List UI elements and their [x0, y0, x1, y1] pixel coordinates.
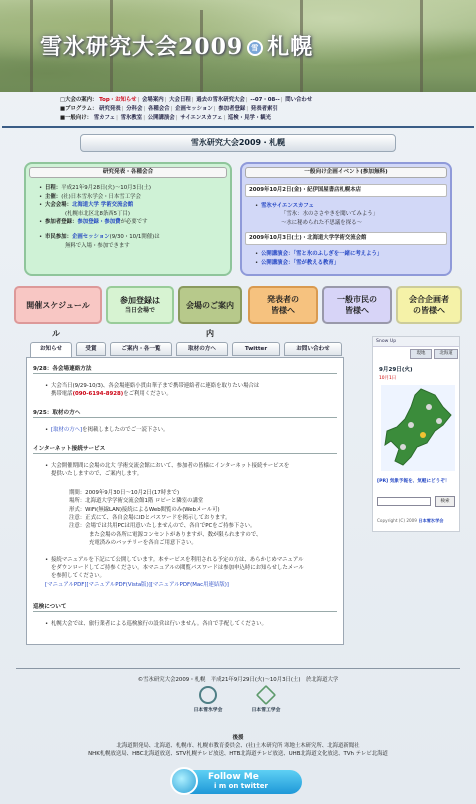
- nav-link-research[interactable]: 研究発表: [99, 106, 121, 112]
- widget-footer: Copyright (C) 2009 日本雪氷学会: [377, 518, 444, 523]
- footer-divider: [16, 668, 460, 669]
- nav-link-class[interactable]: 雪氷教室: [120, 115, 143, 121]
- widget-tab-hokkaido[interactable]: 北海道: [434, 349, 458, 359]
- widget-search-button[interactable]: 検索: [435, 496, 455, 507]
- supporters-line-1: 北海道開発局、北海道、札幌市、札幌市教育委員会、(社)土木研究所 寒地土木研究所、北海道新聞社: [116, 743, 360, 749]
- press-link[interactable]: [取材の方へ]: [51, 427, 83, 433]
- jss-logo-icon: [199, 686, 217, 704]
- venue-link[interactable]: 北海道大学 学術交流会館: [71, 202, 134, 209]
- news-body-internet: • 大会開催期間に会場の北大 学術交流会館において、参加者の皆様にインターネット接続サービスを 提供いたしますので、ご案内します。 期間：2009年9月30日～10月2日(17時まで) 場所：北海道大学学術交流会館1階 ロビーと隣室の講堂 形式：WiFi(無線LAN)接続によるWeb閲覧のみ(Webメール可) 注意：正式にて、各自会場にIDとパスワードを掲示しております。 注意：会場では共用PCは用意いたしませんので、各自でPCをご持参下さい。 また会場の各所に電源コンセントがありますが、数が限られますので、 充電済みのバッテリーを各自ご用意下さい。 • 接続マニュアルを下記にて公開しています。本サービスを利用される予定の方は、あらかじめマニュアル をダウンロードしてご持参ください。本マニュアルの閲覧パスワードは参加申込時にお知らせしたメール を参照してください。 [マニュアルPDF][マニュアルPDF(Vista版)][マニュアルPDF(Mac用連結版)]: [45, 462, 337, 589]
- header-banner: [0, 0, 476, 92]
- conference-info-heading: 研究発表・各種会合: [29, 167, 227, 178]
- content-tabs: [30, 342, 344, 358]
- presenters-button[interactable]: 発表者の 皆様へ: [248, 286, 318, 324]
- nav-link-past[interactable]: 過去の雪氷研究大会: [196, 97, 245, 103]
- global-nav: [60, 96, 470, 123]
- info-organizer: • 主催：(社)日本雪氷学会・日本雪工学会: [45, 193, 227, 202]
- info-venue: • 大会会場：北海道大学 学術交流会館 (札幌市北区北8条西5丁目): [45, 201, 227, 218]
- footer-organizations: [180, 686, 300, 726]
- news-body-contact: • 大会当日(9/29-10/3)、各会場連絡小貫由華子まで携帯連絡者に連絡を取りたい場合は 携帯電話(090-6194-8928)をご利用ください。: [45, 382, 337, 399]
- nav-row-info: □大会の案内： Top・お知らせ| 会場案内| 大会日程| 過去の雪氷研究大会| --07・08--| 問い合わせ: [60, 97, 313, 103]
- nav-link-schedule[interactable]: 大会日程: [169, 97, 191, 103]
- public-events-heading: 一般向け企画イベント(参加無料): [245, 167, 447, 178]
- nav-link-top[interactable]: Top・お知らせ: [99, 97, 137, 103]
- news-heading-contact: 9/28：各会場連絡方法: [33, 364, 337, 374]
- tab-contact[interactable]: お問い合わせ: [284, 342, 342, 356]
- registration-link[interactable]: 参加登録・参加費: [77, 219, 121, 226]
- organizers-button[interactable]: 会合企画者 の皆様へ: [396, 286, 462, 324]
- nav-link-venue[interactable]: 会場案内: [142, 97, 164, 103]
- public-events-box: 一般向け企画イベント(参加無料) 2009年10月2日(金)・紀伊国屋書店札幌本店 • 雪氷サイエンスカフェ 「雪氷：水のささやきを聞いてみよう」 ～水に秘められた不思議を探る～ 2009年10月3日(土)・北海道大学学術交流会館 • 公開講演会：「雪と氷のふしぎを一緒に考えよう」 • 公開講演会：「雪が教える教育」: [240, 162, 452, 276]
- weather-widget: [372, 336, 460, 532]
- hokkaido-map-icon[interactable]: [381, 385, 455, 471]
- lecture-link-1[interactable]: 公開講演会：「雪と氷のふしぎを一緒に考えよう」: [261, 250, 383, 257]
- tab-twitter[interactable]: Twitter: [232, 342, 280, 356]
- nav-link-index[interactable]: 発表者索引: [250, 106, 278, 112]
- org-jsse[interactable]: 日本雪工学会: [246, 686, 286, 713]
- news-heading-tour: 巡検について: [33, 602, 337, 612]
- nav-row-program: ■プログラム： 研究発表| 分科会| 各種会合| 企画セッション| 参加者登録| 発表者索引: [60, 106, 278, 112]
- news-heading-internet: インターネット接続サービス: [33, 444, 337, 454]
- widget-next-date: 10月1日: [379, 376, 397, 381]
- widget-search-input[interactable]: [377, 497, 431, 506]
- lecture-link-2[interactable]: 公開講演会：「雪が教える教育」: [261, 259, 340, 266]
- snow-logo-icon: 雪: [247, 40, 263, 56]
- nav-link-sessions[interactable]: 企画セッション: [175, 106, 213, 112]
- tab-guides[interactable]: ご案内・各一覧: [110, 342, 172, 356]
- nav-link-lecture[interactable]: 公開講演会: [147, 115, 175, 121]
- registration-button[interactable]: 参加登録は 当日会場で: [106, 286, 174, 324]
- conference-info-box: [24, 162, 232, 276]
- widget-date: 9月29日(火): [379, 367, 413, 373]
- nav-link-registration[interactable]: 参加者登録: [218, 106, 246, 112]
- nav-link-meetings[interactable]: 各種会合: [147, 106, 170, 112]
- supporters-heading: 後援: [232, 735, 244, 741]
- jsse-logo-icon: [256, 685, 276, 705]
- twitter-follow-button[interactable]: Follow Me i m on twitter: [178, 770, 302, 794]
- citizens-button[interactable]: 一般市民の 皆様へ: [322, 286, 392, 324]
- page-title: 雪氷研究大会2009・札幌: [80, 134, 396, 152]
- nav-link-subcommittee[interactable]: 分科会: [126, 106, 143, 112]
- widget-tab-local[interactable]: 現地: [410, 349, 432, 359]
- org-jss[interactable]: 日本雪氷学会: [188, 686, 228, 713]
- event-date-2: 2009年10月3日(土)・北海道大学学術交流会館: [245, 232, 447, 245]
- news-panel: [26, 357, 344, 645]
- info-registration: • 参加者登録：参加登録・参加費が必要です: [45, 218, 227, 227]
- nav-row-public: ■一般向け： 雪カフェ| 雪氷教室| 公開講演会| サイエンスカフェ| 巡検・見学・観光: [60, 115, 272, 121]
- event-date-1: 2009年10月2日(金)・紀伊国屋書店札幌本店: [245, 184, 447, 197]
- nav-link-years[interactable]: --07・08--: [250, 97, 280, 103]
- tab-news[interactable]: お知らせ: [30, 342, 72, 358]
- venue-button[interactable]: 会場のご案内: [178, 286, 242, 324]
- news-heading-press: 9/25：取材の方へ: [33, 408, 337, 418]
- tab-press[interactable]: 取材の方へ: [176, 342, 228, 356]
- manual-links[interactable]: [マニュアルPDF][マニュアルPDF(Vista版)][マニュアルPDF(Mac用連結版)]: [45, 581, 229, 588]
- session-link[interactable]: 企画セッション: [71, 233, 110, 240]
- news-body-press: • [取材の方へ]を掲載しましたのでご一読下さい。: [45, 426, 337, 434]
- science-cafe-link[interactable]: 雪氷サイエンスカフェ: [261, 202, 314, 209]
- info-dates: • 日程：平成21年9月28日(火)～10月3日(土): [45, 184, 227, 193]
- tab-awards[interactable]: 受賞: [76, 342, 106, 356]
- widget-note[interactable]: [PR] 気象予報を、気軽にどうぞ！: [377, 479, 450, 484]
- info-public: • 市民参加：企画セッション(9/30・10/1開催)は 無料で入場・参加できます: [45, 233, 227, 250]
- supporters-line-2: NHK札幌放送局、HBC北海道放送、STV札幌テレビ放送、HTB北海道テレビ放送、UHB北海道文化放送、TVh テレビ北海道: [88, 751, 388, 757]
- nav-link-science-cafe[interactable]: サイエンスカフェ: [180, 115, 223, 121]
- nav-link-tour[interactable]: 巡検・見学・観光: [227, 115, 272, 121]
- schedule-button[interactable]: 開催スケジュール: [14, 286, 102, 324]
- widget-header: Snow Up: [373, 337, 459, 347]
- news-body-tour: • 札幌大会では、旅行業者による巡検旅行の設営は行いません。各自で手配してください。: [45, 620, 337, 628]
- twitter-bird-icon: [170, 767, 198, 795]
- site-title-city: 札幌: [267, 34, 314, 60]
- tab-caption-1: ル: [52, 329, 60, 338]
- footer-copyright: ©雪氷研究大会2009・札幌 平成21年9月29日(火)～10月3日(土) 於北海道大学: [137, 677, 339, 683]
- nav-link-contact[interactable]: 問い合わせ: [285, 97, 313, 103]
- divider: [2, 126, 474, 128]
- site-title-text: 雪氷研究大会2009: [40, 34, 244, 60]
- site-title[interactable]: [40, 30, 313, 61]
- nav-link-cafe[interactable]: 雪カフェ: [93, 115, 116, 121]
- tab-caption-2: 内: [206, 329, 214, 338]
